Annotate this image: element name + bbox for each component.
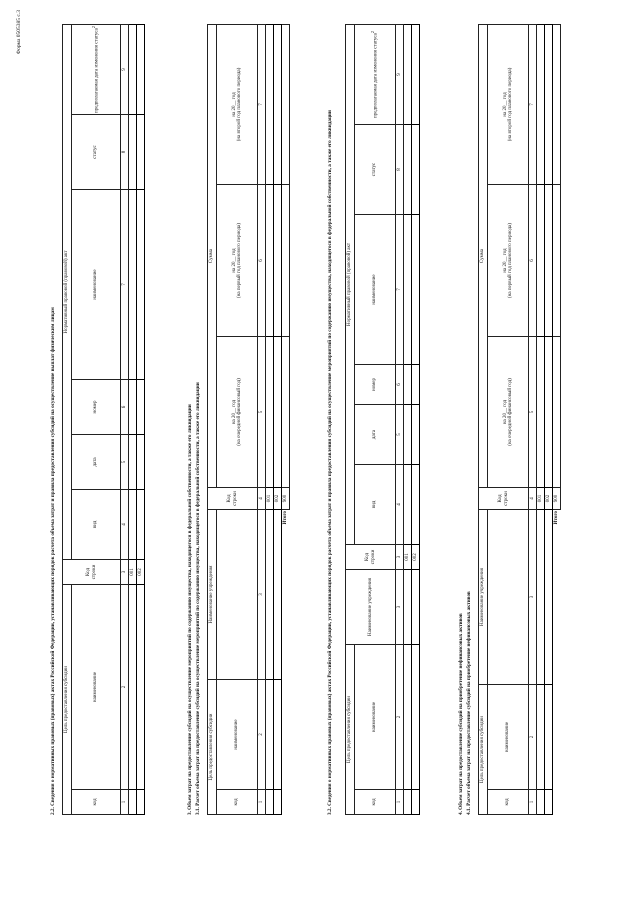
table-row: 002	[545, 24, 553, 814]
table-2-2: Цель предоставления субсидии Код строки Нормативный правовой (правовой) акт код наименование вид дата номер наименование статус предполагаемая дата изменения статуса$^2$ 1 2 3 4 5 6 7 8 9 001 002	[62, 24, 145, 815]
table-4-1: Цель предоставления субсидии Наименование учреждения Код строки Сумма код наименование на 20__ год (на очередной финансовый год) на 20__ год (на первый год планового периода) на 20__ год (на второй год планового периода) 1 2 3 4 5 6 7 001 002 Итого 900	[478, 24, 561, 815]
table-3-1: Цель предоставления субсидии Наименование учреждения Код строки Сумма код наименование на 20__ год (на очередной финансовый год) на 20__ год (на первый год планового периода) на 20__ год (на второй год планового периода) 1 2 3 4 5 6 7 001 002 Итого 900	[207, 24, 290, 815]
naim-npa-header: наименование	[72, 190, 121, 380]
pred-data-header: предполагаемая дата изменения статуса$^2$	[72, 24, 121, 114]
vid-header: вид	[72, 490, 121, 560]
section-3-1-heading: 3.1. Расчет объема затрат на предоставление субсидий на осуществление мероприятий по содержанию имущества, находящегося в федеральной собственности, а также его ликвидации	[195, 382, 201, 815]
npa-header: Нормативный правовой (правовой) акт	[63, 24, 72, 559]
section-4-1-heading: 4.1. Расчет объема затрат на предоставление субсидий на приобретение нефинансовых активов	[466, 591, 472, 815]
kod-stroki-header: Код строки	[63, 560, 121, 585]
table-row: 001	[537, 24, 545, 814]
nomer-header: номер	[72, 380, 121, 435]
data-header: дата	[72, 435, 121, 490]
status-header: статус	[72, 115, 121, 190]
kod-header: код	[72, 790, 121, 815]
table-row: 002	[137, 24, 145, 814]
table-row: 001	[404, 24, 412, 814]
section-2-2-heading: 2.2. Сведения о нормативных правовых (правовых) актах Российской Федерации, устанавливающих порядок расчета объема затрат и правила предоставления субсидий на осуществление выплат физическим лицам	[50, 307, 56, 815]
form-code: Форма 0505385 с.3	[16, 10, 22, 55]
table-row: 002	[412, 24, 420, 814]
section-4-heading: 4. Объем затрат на предоставление субсидий на приобретение нефинансовых активов	[458, 613, 464, 815]
table-row: 001	[129, 24, 137, 814]
goal-header: Цель предоставления субсидии	[63, 585, 72, 815]
naim-header: наименование	[72, 585, 121, 790]
section-3-heading: 3. Объем затрат на предоставление субсидий на осуществление мероприятий по содержанию имущества, находящегося в федеральной собственности, а также его ликвидации	[187, 404, 193, 815]
table-row: 001	[266, 24, 274, 814]
table-row: 002	[274, 24, 282, 814]
table-3-2: Цель предоставления субсидии Наименование учреждения Код строки Нормативный правовой (правовой) акт код наименование вид дата номер наименование статус предполагаемая дата изменения статуса$^2$ 1 2 3 3 4 5 6 7 8 9 001 002	[345, 24, 420, 815]
section-3-2-heading: 3.2. Сведения о нормативных правовых (правовых) актах Российской Федерации, устанавливающих порядок расчета объема затрат и правила предоставления субсидий на осуществление мероприятий по содержанию имущества, находящегося в федеральной собственности, а также его ликвидации	[327, 110, 333, 815]
